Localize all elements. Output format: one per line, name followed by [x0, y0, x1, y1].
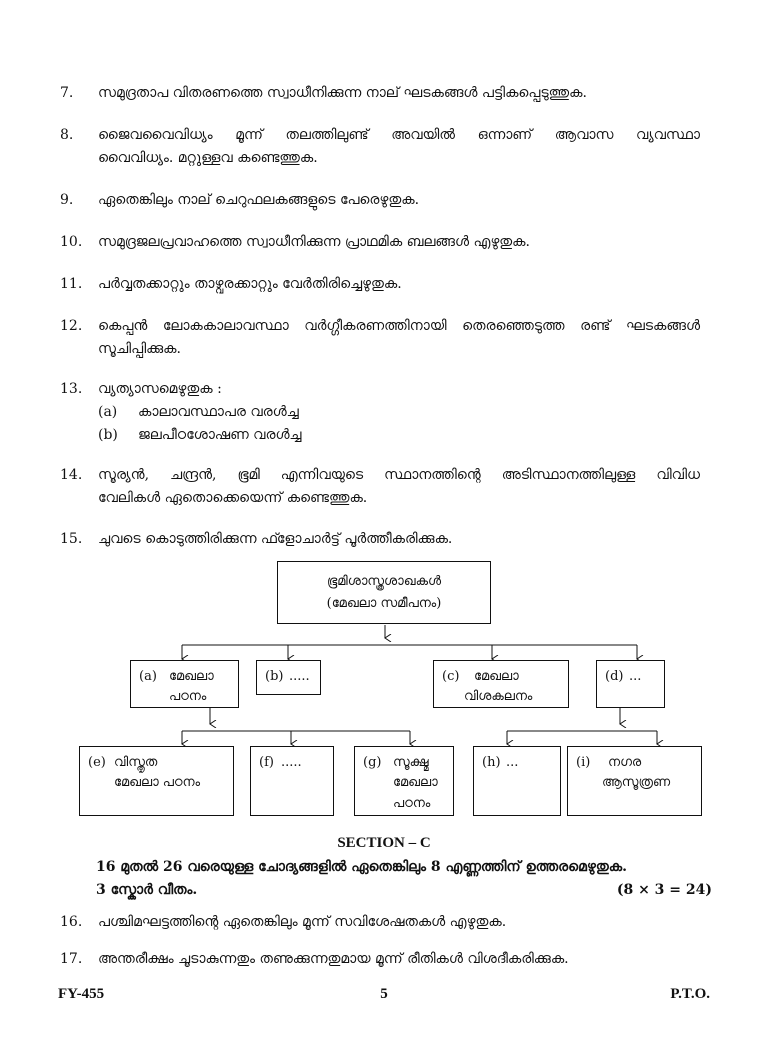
flowchart-box-i [567, 746, 702, 816]
box-line1: വിസ്തൃത [114, 755, 158, 770]
box-line1: സൂക്ഷ്മ [393, 755, 429, 770]
question-number: 7. [60, 85, 74, 101]
question-text: സമുദ്രജലപ്രവാഹത്തെ സ്വാധീനിക്കുന്ന പ്രാഥമിക ബലങ്ങൾ എഴുതുക. [98, 234, 530, 250]
question-number: 14. [60, 467, 83, 483]
sub-question-text: ജലപീഠശോഷണ വരൾച്ച [138, 427, 302, 443]
question-text: അന്തരീക്ഷം ചൂടാകുന്നതും തണുക്കുന്നതുമായ മൂന്ന് രീതികൾ വിശദീകരിക്കുക. [98, 951, 569, 967]
section-instruction-2 [96, 879, 712, 901]
question-number: 16. [60, 914, 83, 930]
footer-code: FY-455 [58, 986, 105, 1002]
root-line1: ഭൂമിശാസ്ത്രശാഖകൾ [326, 574, 442, 589]
question-text: ചുവടെ കൊടുത്തിരിക്കുന്ന ഫ്ളോചാർട്ട് പൂർത്തീകരിക്കുക. [98, 531, 453, 547]
footer-page-number: 5 [380, 986, 388, 1002]
box-line2: ആസൂത്രണ [602, 775, 671, 790]
section-instruction-1: 16 മുതൽ 26 വരെയുള്ള ചോദ്യങ്ങളിൽ ഏതെങ്കിലും 8 എണ്ണത്തിന് ഉത്തരമെഴുതുക. [96, 859, 628, 875]
question-number: 17. [60, 951, 83, 967]
flowchart-box-d [596, 660, 665, 708]
box-label: (h) [482, 755, 501, 770]
box-label: (i) [576, 755, 591, 770]
question-text-line2: വൈവിധ്യം. മറ്റുള്ളവ കണ്ടെത്തുക. [98, 150, 318, 166]
flowchart-box-e [79, 746, 234, 816]
question-text-line2: സൂചിപ്പിക്കുക. [98, 341, 181, 357]
question-text: പർവ്വതക്കാറ്റും താഴ്വരക്കാറ്റും വേർതിരിച്ചെഴുതുക. [98, 276, 402, 292]
flowchart-root-box [277, 561, 491, 624]
question-number: 8. [60, 127, 74, 143]
question-text: വ്യത്യാസമെഴുതുക : [98, 381, 222, 397]
sub-question-label: (b) [98, 427, 118, 443]
box-label: (c) [442, 669, 460, 684]
sub-question-label: (a) [98, 404, 118, 420]
box-label: (a) [139, 669, 157, 684]
question-number: 9. [60, 192, 74, 208]
box-line2: പഠനം [169, 689, 207, 704]
flowchart-box-g [354, 746, 454, 816]
footer-pto: P.T.O. [670, 986, 710, 1002]
question-text: സമുദ്രതാപ വിതരണത്തെ സ്വാധീനിക്കുന്ന നാല് ഘടകങ്ങൾ പട്ടികപ്പെടുത്തുക. [98, 85, 587, 101]
question-17 [60, 948, 700, 971]
box-label: (e) [88, 755, 106, 770]
box-line1: ... [629, 669, 642, 684]
box-line3: പഠനം [393, 796, 431, 811]
question-number: 10. [60, 234, 83, 250]
question-text: ഏതെങ്കിലും നാല് ചെറുഫലകങ്ങളുടെ പേരെഴുതുക. [98, 192, 420, 208]
flowchart-box-h [473, 746, 561, 816]
sub-question-text: കാലാവസ്ഥാപര വരൾച്ച [138, 404, 299, 420]
root-line2: (മേഖലാ സമീപനം) [326, 596, 442, 611]
box-line1: ..... [281, 755, 302, 770]
question-text: പശ്ചിമഘട്ടത്തിന്റെ ഏതെങ്കിലും മൂന്ന് സവിശേഷതകൾ എഴുതുക. [98, 914, 507, 930]
box-line2: വിശകലനം [464, 689, 533, 704]
score-each: 3 സ്കോർ വീതം. [96, 882, 198, 898]
box-line1: ..... [289, 669, 310, 684]
marks-total: (8 × 3 = 24) [616, 882, 712, 898]
question-number: 12. [60, 318, 83, 334]
question-number: 15. [60, 531, 83, 547]
box-line1: മേഖലാ [169, 669, 214, 684]
box-label: (b) [265, 669, 284, 684]
flowchart-box-f [250, 746, 334, 816]
question-text-line2: വേലികൾ ഏതൊക്കെയെന്ന് കണ്ടെത്തുക. [98, 490, 368, 506]
box-label: (d) [605, 669, 624, 684]
box-line1: മേഖലാ [474, 669, 519, 684]
question-text-line1: കെപ്പൻ ലോകകാലാവസ്ഥാ വർഗ്ഗീകരണത്തിനായി തെരഞ്ഞെടുത്ത രണ്ട് ഘടകങ്ങൾ [98, 318, 700, 334]
box-line1: നഗര [608, 755, 642, 770]
question-text-line1: ജൈവവൈവിധ്യം മൂന്ന് തലത്തിലുണ്ട് അവയിൽ ഒന്നാണ് ആവാസ വ്യവസ്ഥാ [98, 127, 700, 143]
section-title: SECTION – C [337, 835, 431, 851]
flowchart-box-c [433, 660, 569, 708]
box-line1: ... [506, 755, 519, 770]
question-number: 13. [60, 381, 83, 397]
flowchart-box-b [256, 660, 321, 695]
question-16 [60, 911, 700, 934]
box-line2: മേഖലാ [393, 775, 438, 790]
box-label: (g) [363, 755, 382, 770]
question-number: 11. [60, 276, 83, 292]
box-line2: മേഖലാ പഠനം [114, 775, 201, 790]
box-label: (f) [259, 755, 274, 770]
flowchart-box-a [130, 660, 239, 708]
question-text-line1: സൂര്യൻ, ചന്ദ്രൻ, ഭൂമി എന്നിവയുടെ സ്ഥാനത്തിന്റെ അടിസ്ഥാനത്തിലുള്ള വിവിധ [98, 467, 700, 483]
